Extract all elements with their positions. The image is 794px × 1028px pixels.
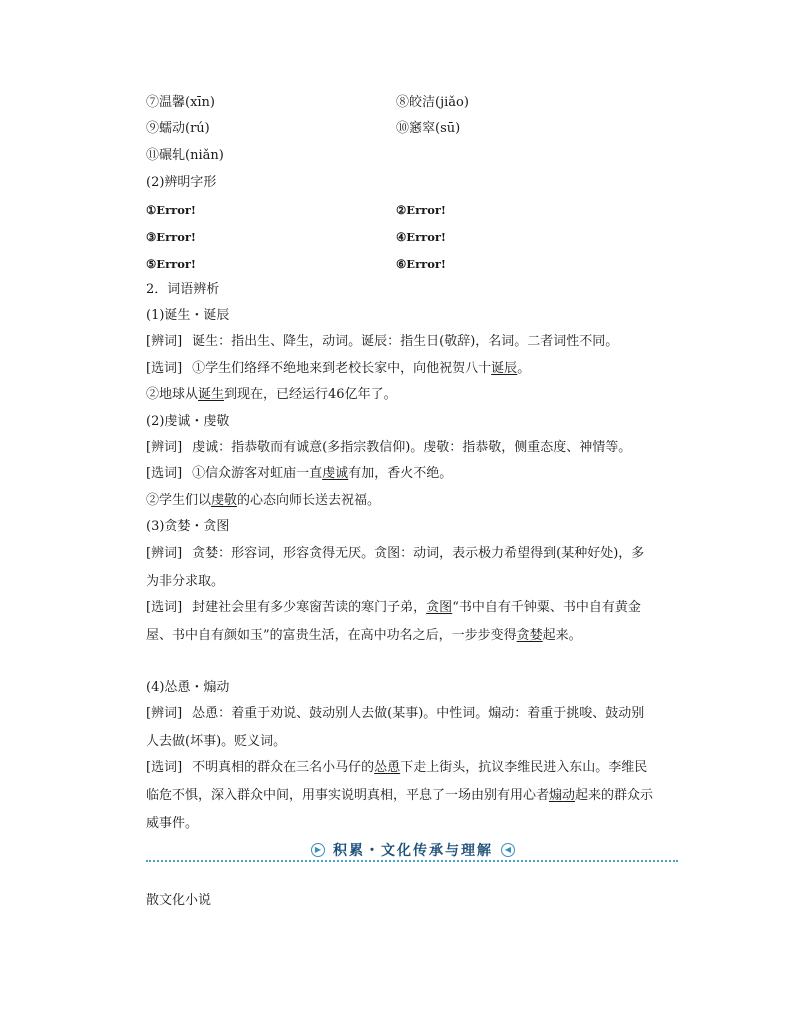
xuan-line (146, 465, 452, 483)
bian-text: 贪婪：形容词，形容贪得无厌。贪图：动词，表示极力希望得到(某种好处)，多为非分求取。 (146, 546, 645, 589)
sentence-text: 到现在，已经运行46亿年了。 (224, 387, 397, 402)
xuan-paragraph (146, 594, 656, 650)
form-item: ④Error! (396, 230, 446, 244)
subsection-heading: 散文化小说 (146, 893, 212, 908)
sentence-text: ①信众游客对虹庙一直 (192, 466, 323, 481)
sentence-text: 封建社会里有多少寒窗苦读的寒门子弟， (192, 600, 427, 615)
section-heading: 2．词语辨析 (146, 282, 220, 297)
banner-title: 积累・文化传承与理解 (333, 843, 493, 859)
sentence-text: 的心态向师长送去祝福。 (237, 493, 381, 508)
bian-text: 虔诚：指恭敬而有诚意(多指宗教信仰)。虔敬：指恭敬，侧重态度、神情等。 (192, 440, 632, 455)
answer-word: 贪婪 (516, 628, 543, 643)
answer-word: 诞辰 (491, 361, 518, 376)
xuan-tag: [选词] (146, 466, 183, 481)
bian-text: 怂恿：着重于劝说、鼓动别人去做(某事)。中性词。煽动：着重于挑唆、鼓动别人去做(坏事)。贬义词。 (146, 706, 645, 749)
xuan-tag: [选词] (146, 600, 183, 615)
pinyin-item: ⑪碾轧(niǎn) (146, 148, 224, 163)
pinyin-item: ⑦温馨(xīn) (146, 95, 216, 110)
answer-word: 怂恿 (374, 760, 401, 775)
sentence-text: ②地球从 (146, 387, 199, 402)
section-banner (146, 838, 678, 866)
sentence-text: 不明真相的群众在三名小马仔的 (192, 760, 375, 775)
bian-text: 诞生：指出生、降生，动词。诞辰：指生日(敬辞)，名词。二者词性不同。 (192, 334, 619, 349)
sentence-text: 有加，香火不绝。 (348, 466, 453, 481)
form-item: ①Error! (146, 203, 196, 217)
banner-pill (309, 840, 517, 860)
bian-paragraph (146, 700, 656, 756)
form-item: ⑤Error! (146, 257, 196, 271)
answer-word: 虔敬 (211, 493, 238, 508)
bian-line (146, 439, 631, 457)
sentence-text: “书中自有千钟粟、书中自有黄金屋、书中自有颜如玉”的富贵生活，在高中功名之后，一步步变得 (146, 600, 641, 643)
bian-tag: [辨词] (146, 546, 183, 561)
answer-word: 诞生 (198, 387, 225, 402)
pinyin-item: ⑨蠕动(rú) (146, 121, 210, 136)
answer-word: 煽动 (549, 788, 576, 803)
xuan-line (146, 386, 397, 404)
sentence-text: ①学生们络绎不绝地来到老校长家中，向他祝贺八十 (192, 361, 492, 376)
group-title: (1)诞生・诞辰 (146, 308, 230, 323)
xuan-line (146, 360, 530, 378)
bian-tag: [辨词] (146, 706, 183, 721)
group-title: (4)怂恿・煽动 (146, 680, 230, 695)
sentence-text: 起来的群众示威事件。 (146, 788, 654, 831)
answer-word: 虔诚 (322, 466, 349, 481)
sentence-text: 。 (517, 361, 531, 376)
bian-line (146, 333, 618, 351)
right-arrow-icon: ▶ (311, 843, 325, 857)
pinyin-item: ⑩窸窣(sū) (396, 121, 461, 136)
bian-tag: [辨词] (146, 334, 183, 349)
section-heading: (2)辨明字形 (146, 175, 217, 190)
form-item: ②Error! (396, 203, 446, 217)
xuan-tag: [选词] (146, 760, 183, 775)
form-item: ③Error! (146, 230, 196, 244)
group-title: (2)虔诚・虔敬 (146, 414, 230, 429)
sentence-text: 下走上街头，抗议李维民进入东山。李维民临危不惧，深入群众中间，用事实说明真相，平息了一场由别有用心者 (146, 760, 648, 803)
pinyin-item: ⑧皎洁(jiǎo) (396, 95, 469, 110)
sentence-text: ②学生们以 (146, 493, 212, 508)
xuan-tag: [选词] (146, 361, 183, 376)
sentence-text: 起来。 (542, 628, 582, 643)
answer-word: 贪图 (426, 600, 453, 615)
form-item: ⑥Error! (396, 257, 446, 271)
bian-tag: [辨词] (146, 440, 183, 455)
xuan-line (146, 492, 380, 510)
left-arrow-icon: ◀ (501, 843, 515, 857)
xuan-paragraph (146, 754, 656, 838)
group-title: (3)贪婪・贪图 (146, 519, 230, 534)
dotted-divider (146, 860, 678, 862)
bian-paragraph (146, 540, 656, 596)
